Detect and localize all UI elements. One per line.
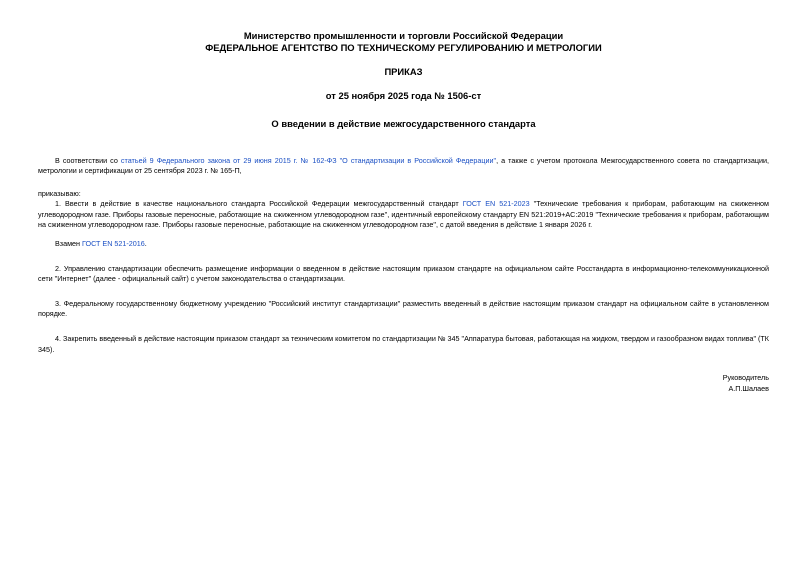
standard-link[interactable]: ГОСТ EN 521-2023	[462, 199, 530, 209]
order-word: приказываю:	[38, 188, 81, 198]
item-1-suffix: "Технические требования к приборам, работающим на сжиженном углеводородном газе. Приборы газовые переносные, работающие на сжиженном углеводородном газе", идентичный европейскому стандарту EN 521:2019+AC:2019 "Технические требования к приборам, работающим на сжиженном углеводородном газе. Приборы газовые переносные, работающие на сжиженном углеводородном газе", с датой введения в действие 1 января 2026 г.	[38, 199, 769, 230]
item-3-paragraph: 3. Федеральному государственному бюджетному учреждению "Российский институт стандартизации" разместить введенный в действие настоящим приказом стандарт на официальном сайте в установленном порядке.	[38, 298, 769, 319]
item-2-paragraph: 2. Управлению стандартизации обеспечить размещение информации о введенном в действие настоящим приказом стандарте на официальном сайте Росстандарта в информационно-телекоммуникационной сети "Интернет" (далее - официальный сайт) с учетом законодательства о стандартизации.	[38, 263, 769, 284]
order-subject: О введении в действие межгосударственного стандарта	[271, 118, 536, 129]
agency-name: ФЕДЕРАЛЬНОЕ АГЕНТСТВО ПО ТЕХНИЧЕСКОМУ РЕГУЛИРОВАНИЮ И МЕТРОЛОГИИ	[205, 41, 602, 53]
signature-block	[723, 373, 769, 394]
order-date-number: от 25 ноября 2025 года № 1506-ст	[325, 89, 482, 101]
item-4-paragraph: 4. Закрепить введенный в действие настоящим приказом стандарт за техническим комитетом по стандартизации № 345 "Аппаратура бытовая, работающая на жидком, твердом и газообразном видах топлива" (ТК 345).	[38, 334, 769, 354]
replacement-suffix: .	[144, 239, 147, 249]
replacement-prefix: Взамен	[55, 239, 82, 249]
replacement-paragraph	[38, 239, 769, 250]
signatory-position: Руководитель	[722, 373, 769, 382]
item-1-prefix: 1. Ввести в действие в качестве национального стандарта Российской Федерации межгосударственный стандарт	[55, 199, 463, 209]
preamble-paragraph	[38, 156, 769, 177]
ministry-name: Министерство промышленности и торговли Российской Федерации	[243, 30, 564, 41]
preamble-prefix: В соответствии со	[55, 155, 121, 165]
preamble-suffix: , а также с учетом протокола Межгосударственного совета по стандартизации, метрологии и сертификации от 25 сентября 2023 г. № 165-П,	[38, 155, 769, 176]
document-body	[38, 156, 769, 356]
replaced-standard-link[interactable]: ГОСТ EN 521-2016	[82, 239, 145, 249]
order-title: ПРИКАЗ	[384, 66, 423, 77]
document-header	[38, 30, 769, 53]
law-link[interactable]: статьей 9 Федерального закона от 29 июня 2015 г. № 162-ФЗ "О стандартизации в Российской Федерации"	[120, 155, 497, 165]
signatory-name: А.П.Шалаев	[728, 383, 769, 393]
item-1-paragraph	[38, 199, 769, 231]
